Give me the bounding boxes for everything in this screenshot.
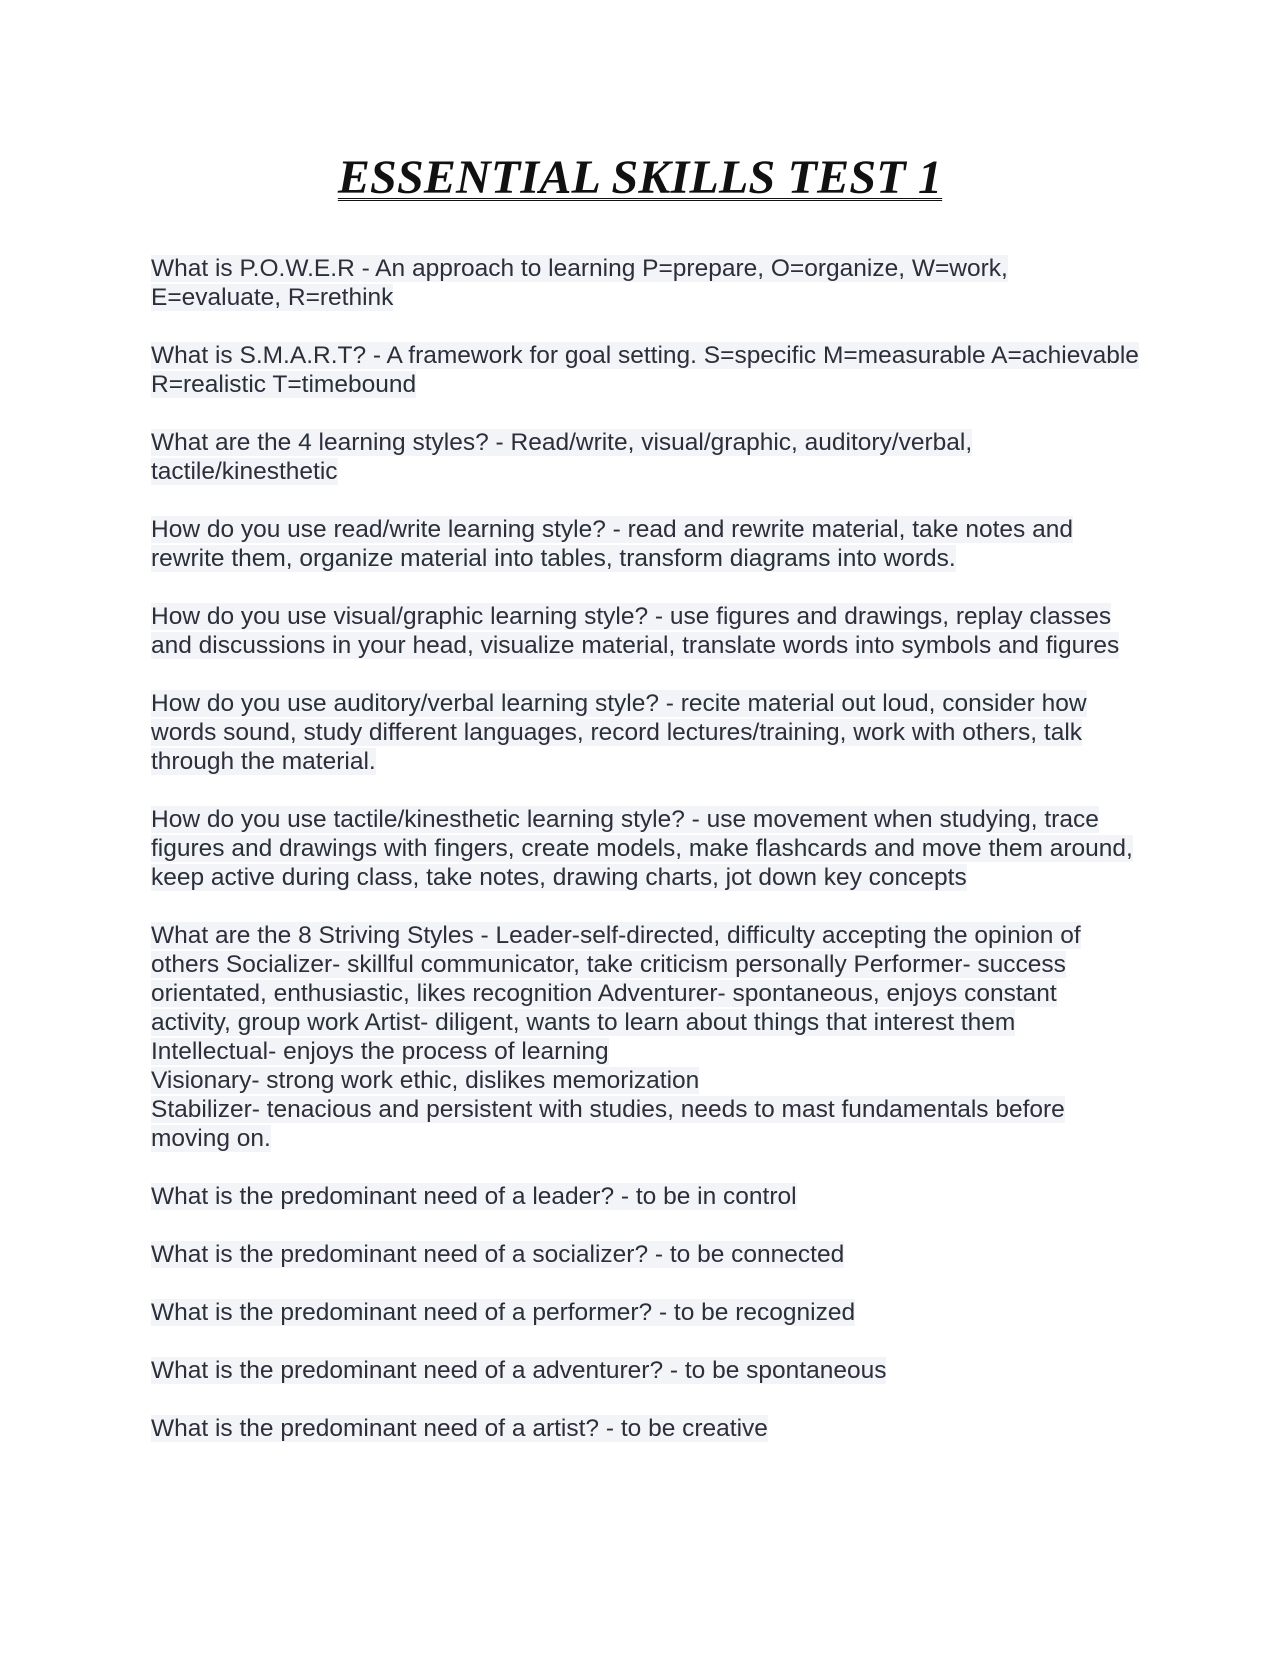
qa-text: How do you use read/write learning style? - read and rewrite material, take notes and rewrite them, organize material into tables, transform diagrams into words.: [151, 516, 1073, 572]
qa-entry: [151, 805, 1141, 892]
qa-text: What is S.M.A.R.T? - A framework for goal setting. S=specific M=measurable A=achievable R=realistic T=timebound: [151, 342, 1139, 398]
qa-entry: [151, 428, 1141, 486]
page-title-text: ESSENTIAL SKILLS TEST 1: [337, 151, 943, 204]
need-entry: [151, 1356, 1141, 1385]
striving-visionary: Visionary- strong work ethic, dislikes memorization: [151, 1067, 700, 1094]
qa-entry: [151, 689, 1141, 776]
need-text: What is the predominant need of a adventurer? - to be spontaneous: [151, 1357, 887, 1384]
need-text: What is the predominant need of a performer? - to be recognized: [151, 1299, 856, 1326]
need-entry: [151, 1182, 1141, 1211]
qa-text: How do you use tactile/kinesthetic learning style? - use movement when studying, trace figures and drawings with fingers, create models, make flashcards and move them around, keep active during class, take notes, drawing charts, jot down key concepts: [151, 806, 1133, 891]
qa-entry: [151, 254, 1141, 312]
need-text: What is the predominant need of a leader? - to be in control: [151, 1183, 797, 1210]
qa-entry: [151, 515, 1141, 573]
need-entry: [151, 1414, 1141, 1443]
need-text: What is the predominant need of a socializer? - to be connected: [151, 1241, 845, 1268]
qa-text: What is P.O.W.E.R - An approach to learning P=prepare, O=organize, W=work, E=evaluate, R=rethink: [151, 255, 1008, 311]
need-text: What is the predominant need of a artist? - to be creative: [151, 1415, 768, 1442]
striving-styles-entry: [151, 921, 1141, 1153]
qa-entry: [151, 602, 1141, 660]
need-entry: [151, 1240, 1141, 1269]
striving-stabilizer: Stabilizer- tenacious and persistent with studies, needs to mast fundamentals before moving on.: [151, 1096, 1065, 1152]
page-title: [0, 150, 1280, 206]
qa-text: How do you use auditory/verbal learning style? - recite material out loud, consider how words sound, study different languages, record lectures/training, work with others, talk through the material.: [151, 690, 1087, 775]
striving-intro: What are the 8 Striving Styles - Leader-self-directed, difficulty accepting the opinion of others Socializer- skillful communicator, take criticism personally Performer- success orientated, enthusiastic, likes recognition Adventurer- spontaneous, enjoys constant activity, group work Artist- diligent, wants to learn about things that interest them: [151, 922, 1081, 1036]
need-entry: [151, 1298, 1141, 1327]
qa-entry: [151, 341, 1141, 399]
striving-intellectual: Intellectual- enjoys the process of learning: [151, 1038, 609, 1065]
qa-text: What are the 4 learning styles? - Read/write, visual/graphic, auditory/verbal, tactile/kinesthetic: [151, 429, 973, 485]
qa-text: How do you use visual/graphic learning style? - use figures and drawings, replay classes and discussions in your head, visualize material, translate words into symbols and figures: [151, 603, 1120, 659]
flashcard-list: [151, 254, 1141, 1472]
